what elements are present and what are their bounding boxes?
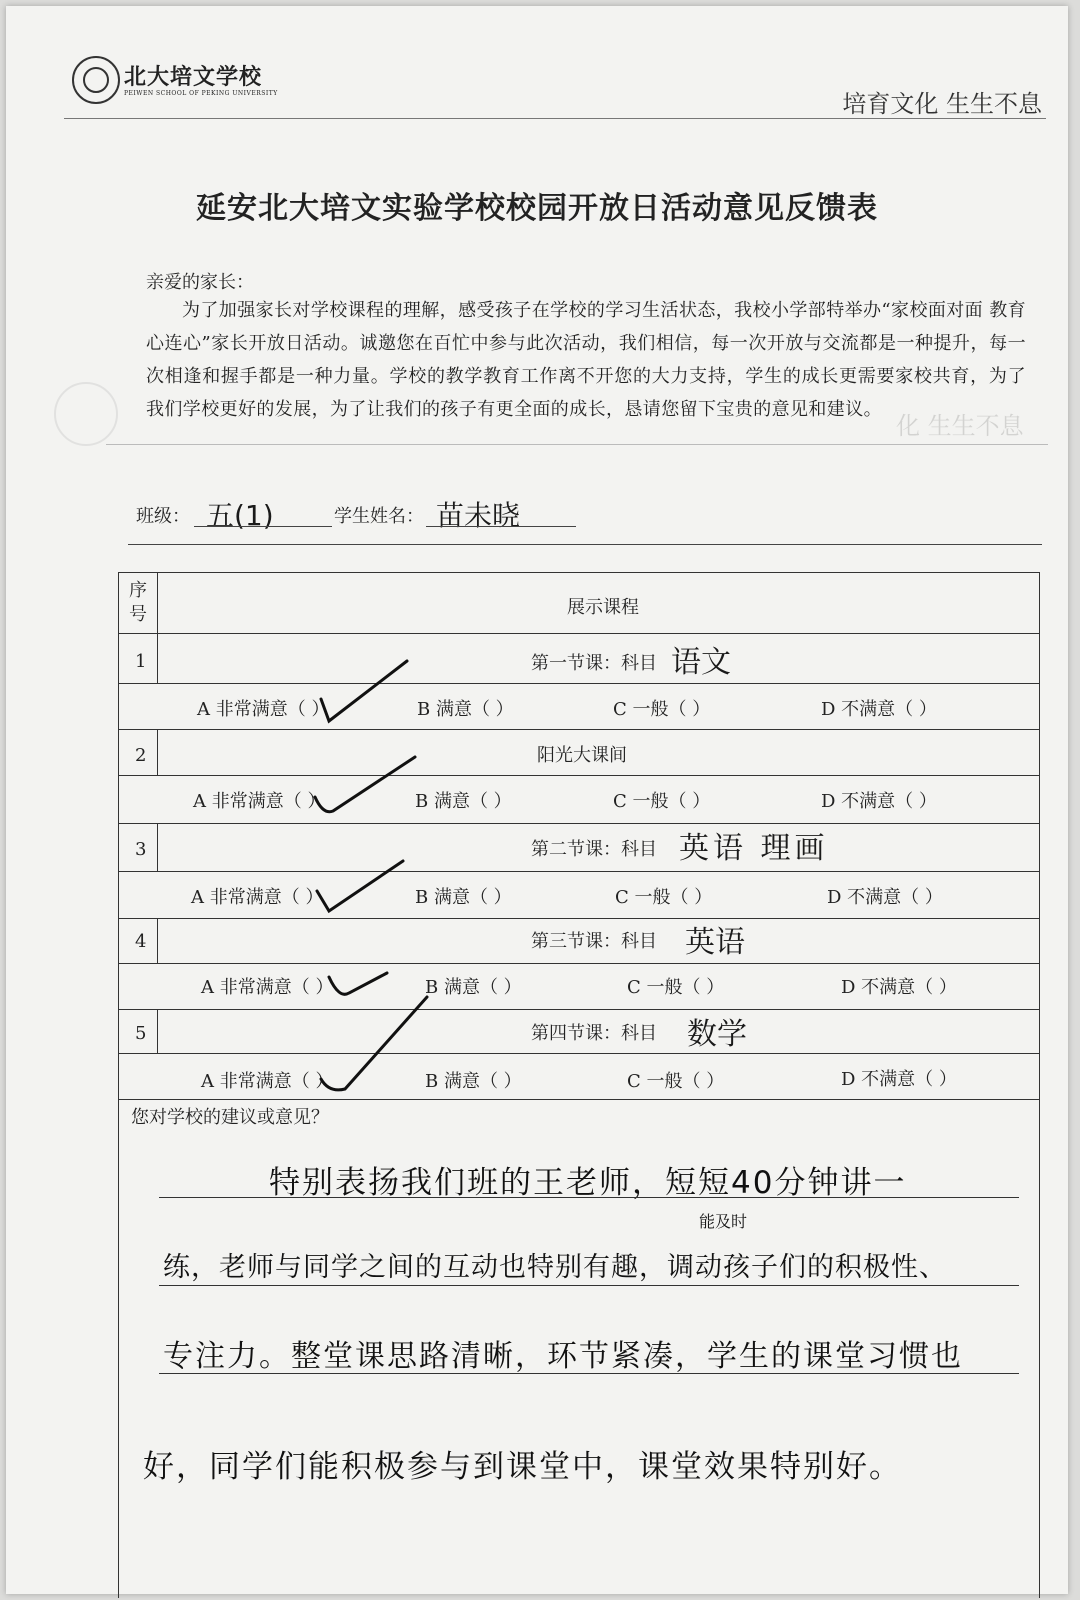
- course-header: 展示课程: [567, 597, 639, 618]
- option-d[interactable]: D 不满意（ ）: [827, 887, 943, 908]
- student-name-label: 学生姓名：: [334, 506, 424, 527]
- option-d[interactable]: D 不满意（ ）: [821, 699, 937, 720]
- option-a[interactable]: A 非常满意（ ）: [201, 1071, 334, 1092]
- row-index: 5: [135, 1023, 147, 1044]
- comment-line[interactable]: 练，老师与同学之间的互动也特别有趣，调动孩子们的积极性、: [163, 1252, 947, 1283]
- option-b[interactable]: B 满意（ ）: [425, 977, 522, 998]
- student-name-underline: [426, 526, 576, 527]
- row-index: 2: [135, 745, 147, 766]
- comment-line[interactable]: 好，同学们能积极参与到课堂中，课堂效果特别好。: [143, 1449, 902, 1485]
- option-a[interactable]: A 非常满意（ ）: [191, 887, 324, 908]
- index-column-rule: [157, 573, 158, 683]
- row-subject[interactable]: 语文: [671, 645, 731, 680]
- option-d[interactable]: D 不满意（ ）: [821, 791, 937, 812]
- comment-rule: [159, 1285, 1019, 1286]
- bleed-through-emblem: [54, 382, 118, 446]
- check-mark-icon: [315, 657, 415, 727]
- row-index: 1: [135, 651, 147, 672]
- school-name-en: PEIWEN SCHOOL OF PEKING UNIVERSITY: [124, 90, 278, 97]
- row-subject[interactable]: 数学: [687, 1017, 747, 1052]
- row-index: 3: [135, 839, 147, 860]
- row-subject[interactable]: 英语 理画: [679, 831, 829, 866]
- row-label: 第三节课：科目: [531, 931, 657, 952]
- option-b[interactable]: B 满意（ ）: [415, 791, 512, 812]
- class-underline: [194, 526, 332, 527]
- option-c[interactable]: C 一般（ ）: [615, 887, 713, 908]
- school-emblem-icon: [72, 56, 120, 104]
- table-rule: [119, 1053, 1039, 1054]
- school-name: 北大培文学校: [124, 65, 263, 90]
- index-column-rule: [157, 823, 158, 871]
- option-c[interactable]: C 一般（ ）: [613, 699, 711, 720]
- feedback-form-paper: [6, 6, 1068, 1594]
- option-b[interactable]: B 满意（ ）: [415, 887, 512, 908]
- class-label: 班级：: [136, 506, 190, 527]
- greeting: 亲爱的家长：: [146, 272, 254, 293]
- option-a[interactable]: A 非常满意（ ）: [197, 699, 330, 720]
- check-mark-icon: [311, 857, 411, 917]
- table-rule: [119, 823, 1039, 824]
- table-rule: [119, 918, 1039, 919]
- index-header: 序号: [129, 580, 147, 625]
- index-column-rule: [157, 918, 158, 963]
- check-mark-icon: [315, 993, 435, 1093]
- school-motto: 培育文化 生生不息: [842, 90, 1042, 118]
- option-d[interactable]: D 不满意（ ）: [841, 977, 957, 998]
- comment-insertion: 能及时: [699, 1212, 748, 1231]
- index-column-rule: [157, 1009, 158, 1053]
- option-c[interactable]: C 一般（ ）: [627, 1071, 725, 1092]
- option-c[interactable]: C 一般（ ）: [627, 977, 725, 998]
- row-label: 第一节课：科目: [531, 653, 657, 674]
- paper-fold-line: [106, 444, 1048, 445]
- table-rule: [119, 729, 1039, 730]
- table-rule: [119, 683, 1039, 684]
- option-b[interactable]: B 满意（ ）: [417, 699, 514, 720]
- index-column-rule: [157, 729, 158, 775]
- class-value[interactable]: 五(1): [206, 499, 274, 532]
- option-c[interactable]: C 一般（ ）: [613, 791, 711, 812]
- row-label: 第二节课：科目: [531, 839, 657, 860]
- header-divider: [64, 118, 1046, 119]
- intro-paragraph: 为了加强家长对学校课程的理解，感受孩子在学校的学习生活状态，我校小学部特举办“家校面对面 教育心连心”家长开放日活动。诚邀您在百忙中参与此次活动，我们相信，每一次开放与交流都是一种提升，每一次相逢和握手都是一种力量。学校的教学教育工作离不开您的大力支持，学生的成长更需要家校共育，为了我们学校更好的发展，为了让我们的孩子有更全面的成长，恳请您留下宝贵的意见和建议。: [146, 300, 1026, 420]
- option-a[interactable]: A 非常满意（ ）: [193, 791, 326, 812]
- page-title: 延安北大培文实验学校校园开放日活动意见反馈表: [196, 191, 878, 226]
- comment-rule: [159, 1373, 1019, 1374]
- table-rule: [119, 871, 1039, 872]
- row-index: 4: [135, 931, 147, 952]
- feedback-table: [118, 572, 1040, 1598]
- row-label: 阳光大课间: [537, 745, 627, 766]
- table-rule: [119, 963, 1039, 964]
- comment-line[interactable]: 专注力。整堂课思路清晰，环节紧凑，学生的课堂习惯也: [163, 1339, 963, 1374]
- table-rule: [119, 775, 1039, 776]
- table-rule: [119, 633, 1039, 634]
- row-subject[interactable]: 英语: [685, 925, 745, 960]
- comment-prompt: 您对学校的建议或意见？: [131, 1107, 329, 1128]
- table-rule: [119, 1009, 1039, 1010]
- student-name-value[interactable]: 苗未晓: [436, 499, 521, 532]
- form-divider: [128, 544, 1042, 545]
- comment-rule: [159, 1197, 1019, 1198]
- bleed-through-motto: 化 生生不息: [896, 412, 1024, 440]
- option-d[interactable]: D 不满意（ ）: [841, 1069, 957, 1090]
- comment-line[interactable]: 特别表扬我们班的王老师，短短40分钟讲一: [269, 1165, 907, 1201]
- table-rule: [119, 1099, 1039, 1100]
- option-a[interactable]: A 非常满意（ ）: [201, 977, 334, 998]
- row-label: 第四节课：科目: [531, 1023, 657, 1044]
- check-mark-icon: [311, 753, 421, 821]
- option-b[interactable]: B 满意（ ）: [425, 1071, 522, 1092]
